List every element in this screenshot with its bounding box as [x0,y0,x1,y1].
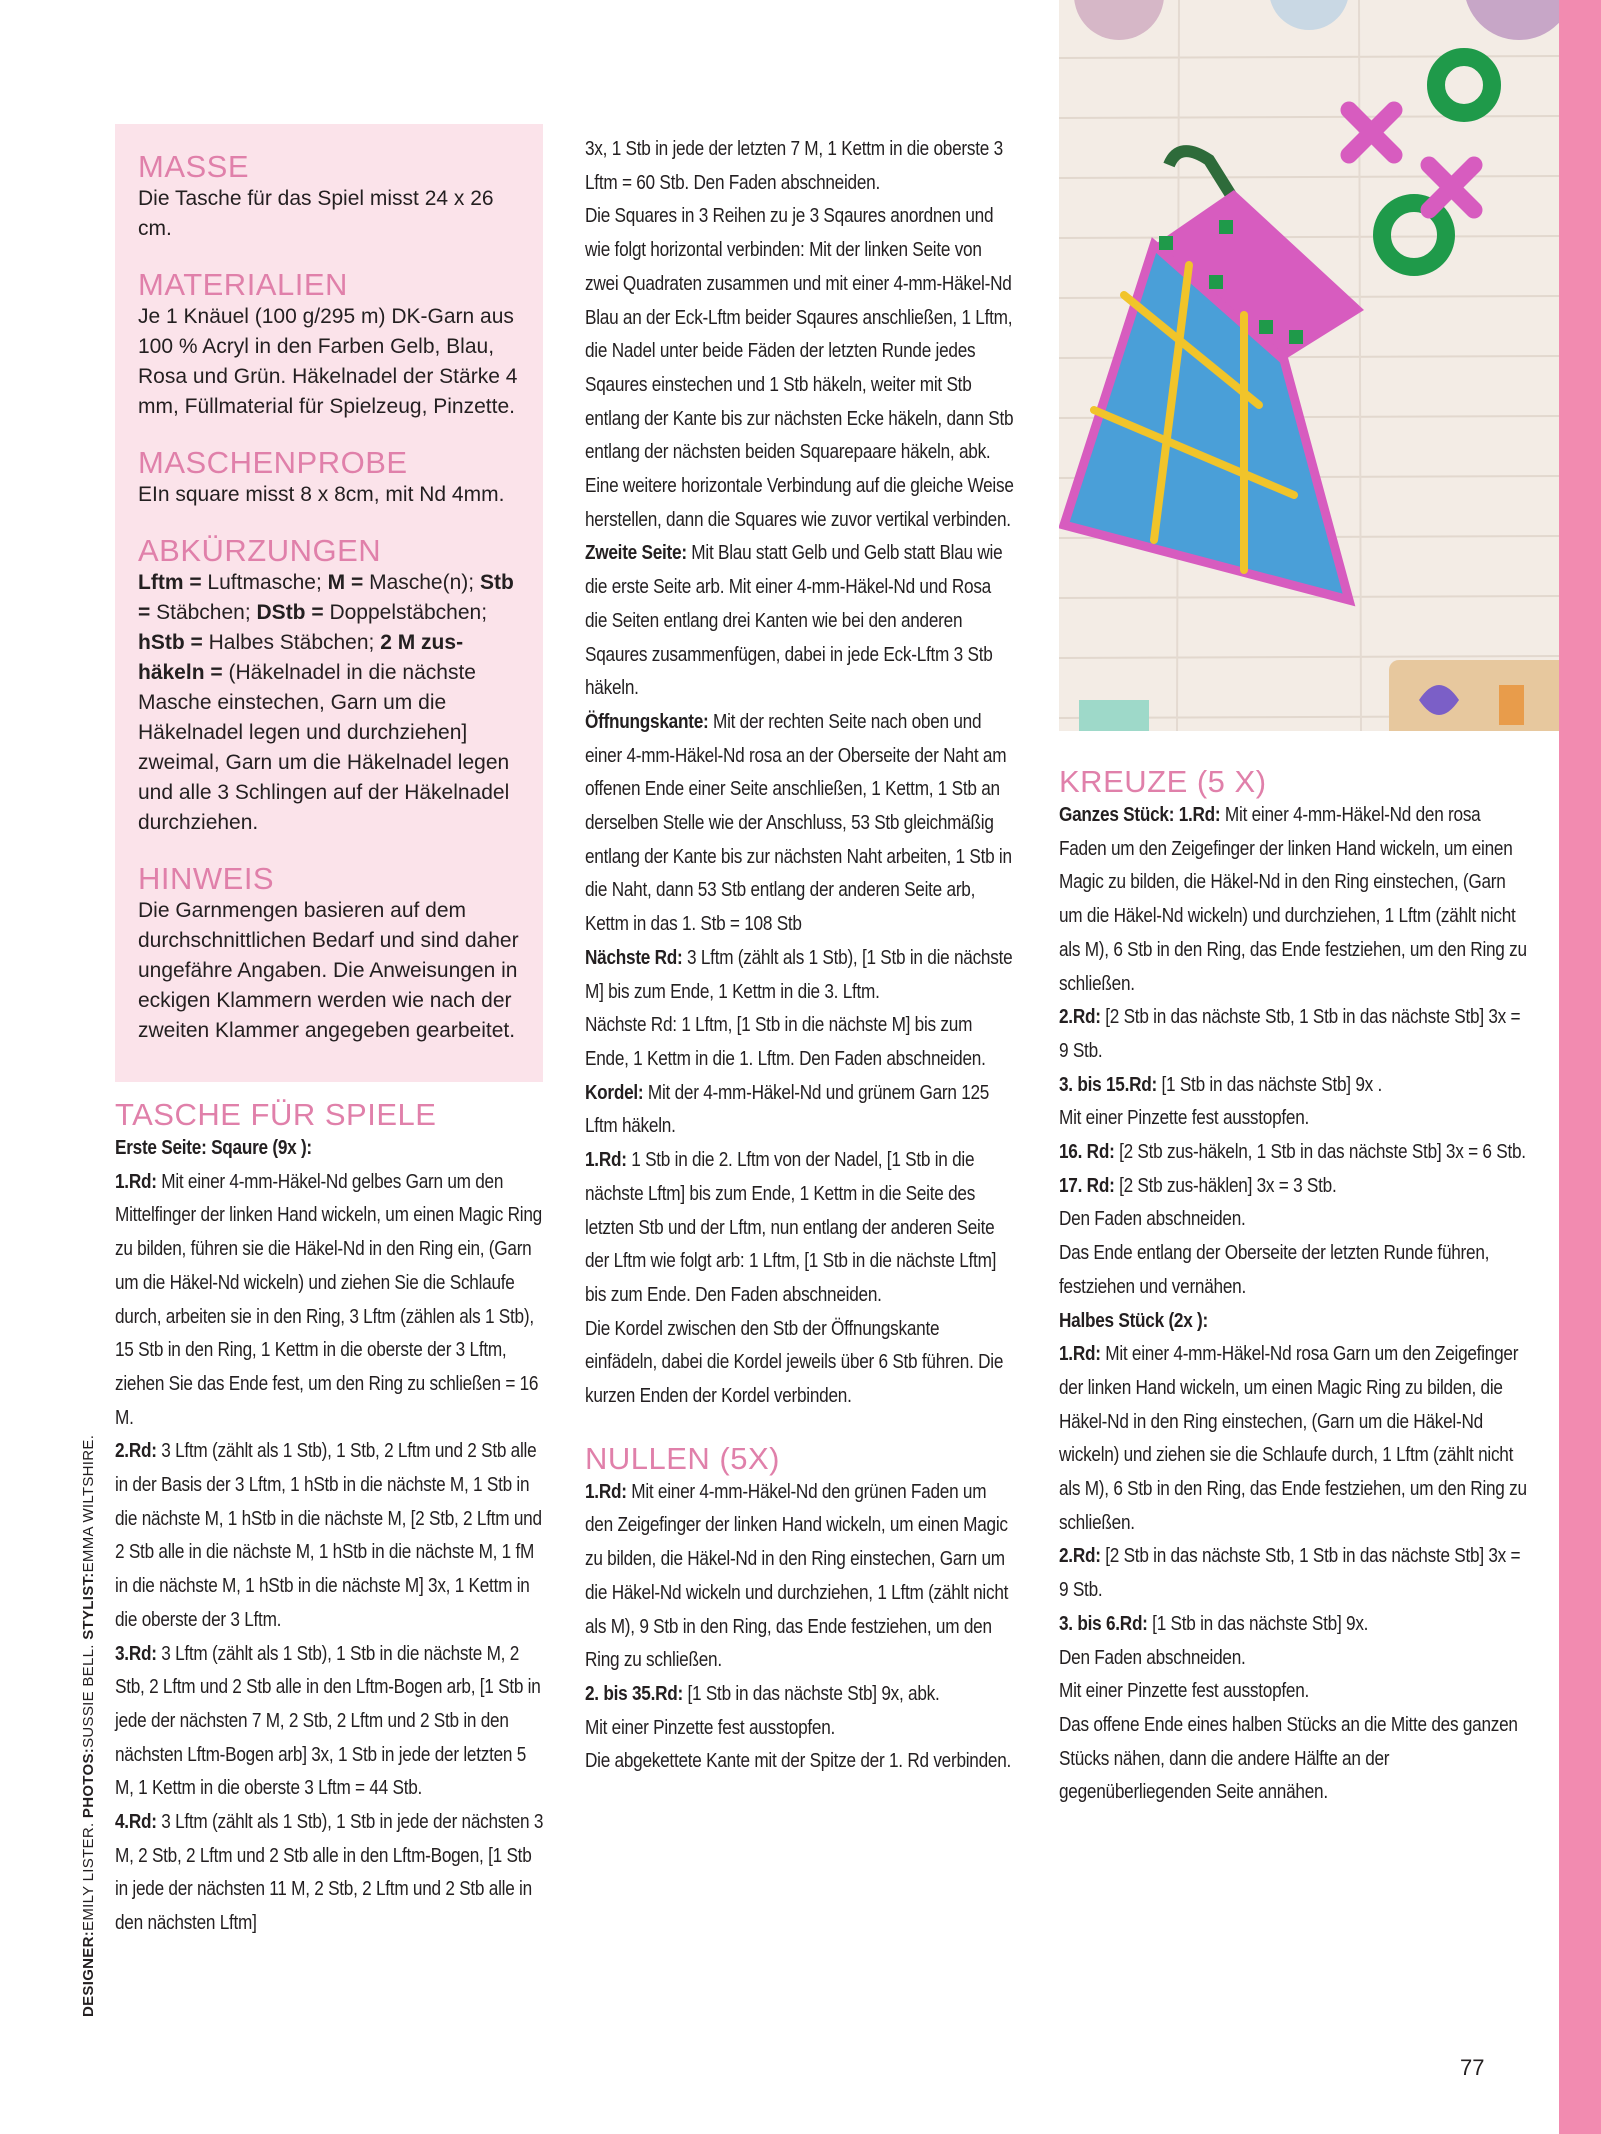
page-number: 77 [1460,2055,1485,2080]
abbr-term: Lftm = [138,571,202,594]
paragraph: Mit Blau statt Gelb und Gelb statt Blau wie die erste Seite arb. Mit einer 4-mm-Häkel-Nd und Rosa die Seiten entlang drei Kanten wie bei den anderen Sqaures zusammenfügen, dabei in jede Eck-Lftm 3 Stb häkeln. [585,542,1003,700]
kordel-label: Kordel: [585,1081,644,1104]
abbr-term: 2 M zus-häkeln = [138,631,464,684]
kreuze-body [1059,799,1529,1810]
tasche-body-part1 [115,1132,545,1941]
round-text: [2 Stb in das nächste Stb, 1 Stb in das nächste Stb] 3x = 9 Stb. [1059,1545,1521,1602]
round-label: 2. bis 35.Rd: [585,1682,683,1705]
middle-column [585,133,1015,1779]
hinweis-heading: HINWEIS [138,861,275,896]
ganzes-stueck-label: Ganzes Stück: 1.Rd: [1059,804,1221,826]
nullen-body [585,1476,1015,1779]
nullen-heading: NULLEN (5X) [585,1440,780,1476]
hinweis-text: Die Garnmengen basieren auf dem durchschnittlichen Bedarf und sind daher ungefähre Angaben. Die Anweisungen in eckigen Klammern werden wie nach der zweiten Klammer angegeben gearbeitet. [138,899,519,1042]
abkuerzungen-text [138,568,528,838]
halbes-stueck-label: Halbes Stück (2x ): [1059,1309,1208,1332]
round-text: 3 Lftm (zählt als 1 Stb), 1 Stb in die nächste M, 2 Stb, 2 Lftm und 2 Stb alle in den Lftm-Bogen arb, [1 Stb in jede der nächsten 7 M, 2 Stb, 2 Lftm und 2 Stb in den nächsten Lftm-Bogen arb] 3x, 1 Stb in jede der letzten 5 M, 1 Kettm in die oberste 3 Lftm = 44 Stb. [115,1642,541,1800]
maschenprobe-text: EIn square misst 8 x 8cm, mit Nd 4mm. [138,483,505,506]
materialien-heading: MATERIALIEN [138,267,348,302]
masse-heading: MASSE [138,149,250,184]
round-text: [1 Stb in das nächste Stb] 9x. [1147,1612,1369,1635]
crochet-bag-illustration [1059,0,1559,731]
round-label: 2.Rd: [115,1440,157,1463]
round-label: 1.Rd: [585,1480,627,1503]
tasche-heading: TASCHE FÜR SPIELE [115,1097,437,1132]
masse-text: Die Tasche für das Spiel misst 24 x 26 cm. [138,187,494,240]
page-edge-strip [1559,0,1601,2134]
oeffnungskante-label: Öffnungskante: [585,710,709,733]
round-text: [1 Stb in das nächste Stb] 9x . [1156,1073,1383,1096]
paragraph: 3 Lftm (zählt als 1 Stb), [1 Stb in die nächste M] bis zum Ende, 1 Kettm in die 3. Lftm. [585,946,1013,1003]
paragraph: Die Kordel zwischen den Stb der Öffnungskante einfädeln, dabei die Kordel jeweils über 6 Stb führen. Die kurzen Enden der Kordel verbinden. [585,1317,1004,1408]
materialien-text: Je 1 Knäuel (100 g/295 m) DK-Garn aus 100 % Acryl in den Farben Gelb, Blau, Rosa und Grün. Häkelnadel der Stärke 4 mm, Füllmaterial für Spielzeug, Pinzette. [138,305,518,418]
round-text: Mit einer 4-mm-Häkel-Nd den rosa Faden um den Zeigefinger der linken Hand wickeln, um einen Magic zu bilden, die Häkel-Nd in den Ring einstechen, (Garn um die Häkel-Nd wickeln) und durchziehen, 1 Lftm (zählt nicht als M), 6 Stb in den Ring, das Ende festziehen, um den Ring zu schließen. [1059,804,1527,995]
maschenprobe-heading: MASCHENPROBE [138,445,408,480]
tasche-body-part2 [585,133,1015,1414]
zweite-seite-label: Zweite Seite: [585,542,687,565]
abbr-def: Masche(n); [363,571,475,594]
paragraph: Mit der 4-mm-Häkel-Nd und grünem Garn 125 Lftm häkeln. [585,1081,990,1138]
paragraph: 1 Stb in die 2. Lftm von der Nadel, [1 Stb in die nächste Lftm] bis zum Ende, 1 Kettm in die Seite des letzten Stb und der Lftm, nun entlang der anderen Seite der Lftm wie folgt arb: 1 Lftm, [1 Stb in die nächste Lftm] bis zum Ende. Den Faden abschneiden. [585,1149,997,1306]
round-label: 16. Rd: [1059,1141,1115,1164]
round-label: 3. bis 15.Rd: [1059,1073,1157,1096]
paragraph: Mit einer Pinzette fest ausstopfen. [1059,1107,1310,1130]
paragraph: Nächste Rd: 1 Lftm, [1 Stb in die nächste M] bis zum Ende, 1 Kettm in die 1. Lftm. Den Faden abschneiden. [585,1014,986,1070]
abbr-def: Luftmasche; [201,571,328,594]
paragraph: Eine weitere horizontale Verbindung auf die gleiche Weise herstellen, dann die Squares wie zuvor vertikal verbinden. [585,475,1014,531]
abbr-term: M = [327,571,364,594]
round-label: 3.Rd: [115,1642,157,1665]
abkuerzungen-heading: ABKÜRZUNGEN [138,533,382,568]
round-text: [2 Stb zus-häklen] 3x = 3 Stb. [1114,1174,1337,1197]
kreuze-section [1059,765,1529,1810]
round-text: [1 Stb in das nächste Stb] 9x, abk. [682,1682,940,1705]
paragraph: Mit der rechten Seite nach oben und einer 4-mm-Häkel-Nd rosa an der Oberseite der Naht am offenen Ende einer Seite anschließen, 1 Kettm, 1 Stb an derselben Stelle wie der Anschluss, 53 Stb gleichmäßig entlang der Kante bis zur nächsten Naht arbeiten, 1 Stb in die Naht, dann 53 Stb entlang der anderen Seite arb, Kettm in das 1. Stb = 108 Stb [585,710,1012,936]
paragraph: Die abgekettete Kante mit der Spitze der 1. Rd verbinden. [585,1750,1012,1773]
abbr-def: (Häkelnadel in die nächste Masche einstechen, Garn um die Häkelnadel legen und durchziehen] zweimal, Garn um die Häkelnadel legen und alle 3 Schlingen auf der Häkelnadel durchziehen. [138,661,510,834]
paragraph: Das offene Ende eines halben Stücks an die Mitte des ganzen Stücks nähen, dann die andere Hälfte an der gegenüberliegenden Seite annähen. [1059,1713,1518,1804]
round-label: 3. bis 6.Rd: [1059,1612,1148,1635]
round-label: 2.Rd: [1059,1006,1101,1029]
round-label: 1.Rd: [1059,1343,1101,1366]
round-text: 3 Lftm (zählt als 1 Stb), 1 Stb in jede der nächsten 3 M, 2 Stb, 2 Lftm und 2 Stb alle in den Lftm-Bogen, [1 Stb in jede der nächsten 11 M, 2 Stb, 2 Lftm und 2 Stb alle in den nächsten Lftm] [115,1811,544,1935]
abbr-term: Stb = [138,571,514,624]
kreuze-heading: KREUZE (5 X) [1059,764,1267,799]
paragraph: Mit einer Pinzette fest ausstopfen. [585,1716,836,1739]
round-text: [2 Stb in das nächste Stb, 1 Stb in das nächste Stb] 3x = 9 Stb. [1059,1006,1521,1062]
paragraph: Den Faden abschneiden. [1059,1646,1246,1669]
paragraph: Das Ende entlang der Oberseite der letzten Runde führen, festziehen und vernähen. [1059,1242,1490,1298]
product-photo [1059,0,1559,731]
round-text: Mit einer 4-mm-Häkel-Nd gelbes Garn um den Mittelfinger der linken Hand wickeln, um einen Magic Ring zu bilden, führen sie die Häkel-Nd in den Ring ein, (Garn um die Häkel-Nd wickeln) und ziehen Sie die Schlaufe durch, arbeiten sie in den Ring, 3 Lftm (zählen als 1 Stb), 15 Stb in den Ring, 1 Kettm in die oberste der 3 Lftm, ziehen Sie das Ende fest, um den Ring zu schließen = 16 M. [115,1170,542,1429]
photo-credit: DESIGNER:EMILY LISTER. PHOTOS:SUSSIE BELL. STYLIST:EMMA WILTSHIRE. [80,1434,97,2017]
abbr-term: hStb = [138,631,203,654]
abbr-term: DStb = [256,601,324,624]
round-text: 3 Lftm (zählt als 1 Stb), 1 Stb, 2 Lftm und 2 Stb alle in der Basis der 3 Lftm, 1 hStb in die nächste M, 1 Stb in die nächste M, 1 hStb in die nächste M, [2 Stb, 2 Lftm und 2 Stb alle in die nächste M, 1 hStb in die nächste M, 1 fM in die nächste M, 1 hStb in die nächste M] 3x, 1 Kettm in die oberste der 3 Lftm. [115,1440,542,1631]
erste-seite-label: Erste Seite: Sqaure (9x ): [115,1137,312,1159]
naechste-rd-label: Nächste Rd: [585,946,683,969]
paragraph: 3x, 1 Stb in jede der letzten 7 M, 1 Kettm in die oberste 3 Lftm = 60 Stb. Den Faden abschneiden. [585,138,1003,194]
abbr-def: Halbes Stäbchen; [202,631,375,654]
round-label: 17. Rd: [1059,1174,1115,1197]
round-label: 4.Rd: [115,1811,157,1834]
paragraph: Mit einer Pinzette fest ausstopfen. [1059,1680,1310,1703]
round-label: 2.Rd: [1059,1545,1101,1568]
paragraph: Den Faden abschneiden. [1059,1208,1246,1231]
round-text: Mit einer 4-mm-Häkel-Nd den grünen Faden um den Zeigefinger der linken Hand wickeln, um einen Magic zu bilden, die Häkel-Nd in den Ring einstechen, Garn um die Häkel-Nd wickeln und durchziehen, 1 Lftm (zählt nicht als M), 9 Stb in den Ring, das Ende festziehen, um den Ring zu schließen. [585,1480,1009,1672]
round-label: 1.Rd: [115,1170,157,1193]
tasche-section [115,1098,545,1941]
info-column [138,150,528,1070]
abbr-def: Stäbchen; [150,601,257,624]
abbr-def: Doppelstäbchen; [323,601,488,624]
paragraph: Die Squares in 3 Reihen zu je 3 Sqaures anordnen und wie folgt horizontal verbinden: Mit der linken Seite von zwei Quadraten zusammen und mit einer 4-mm-Häkel-Nd Blau an der Eck-Lftm beider Sqaures anschließen, 1 Lftm, die Nadel unter beide Fäden der letzten Runde jedes Sqaures einstechen und 1 Stb häkeln, weiter mit Stb entlang der Kante bis zur nächsten Ecke häkeln, dann Stb entlang der nächsten beiden Squarepaare häkeln, abk. [585,205,1014,464]
round-text: [2 Stb zus-häkeln, 1 Stb in das nächste Stb] 3x = 6 Stb. [1114,1141,1526,1164]
round-text: Mit einer 4-mm-Häkel-Nd rosa Garn um den Zeigefinger der linken Hand wickeln, um einen Magic Ring zu bilden, die Häkel-Nd in den Ring einstechen, (Garn um die Häkel-Nd wickeln) und ziehen sie die Schlaufe durch, 1 Lftm (zählt nicht als M), 6 Stb in den Ring, das Ende festziehen, um den Ring zu schließen. [1059,1343,1527,1534]
round-label: 1.Rd: [585,1149,627,1172]
